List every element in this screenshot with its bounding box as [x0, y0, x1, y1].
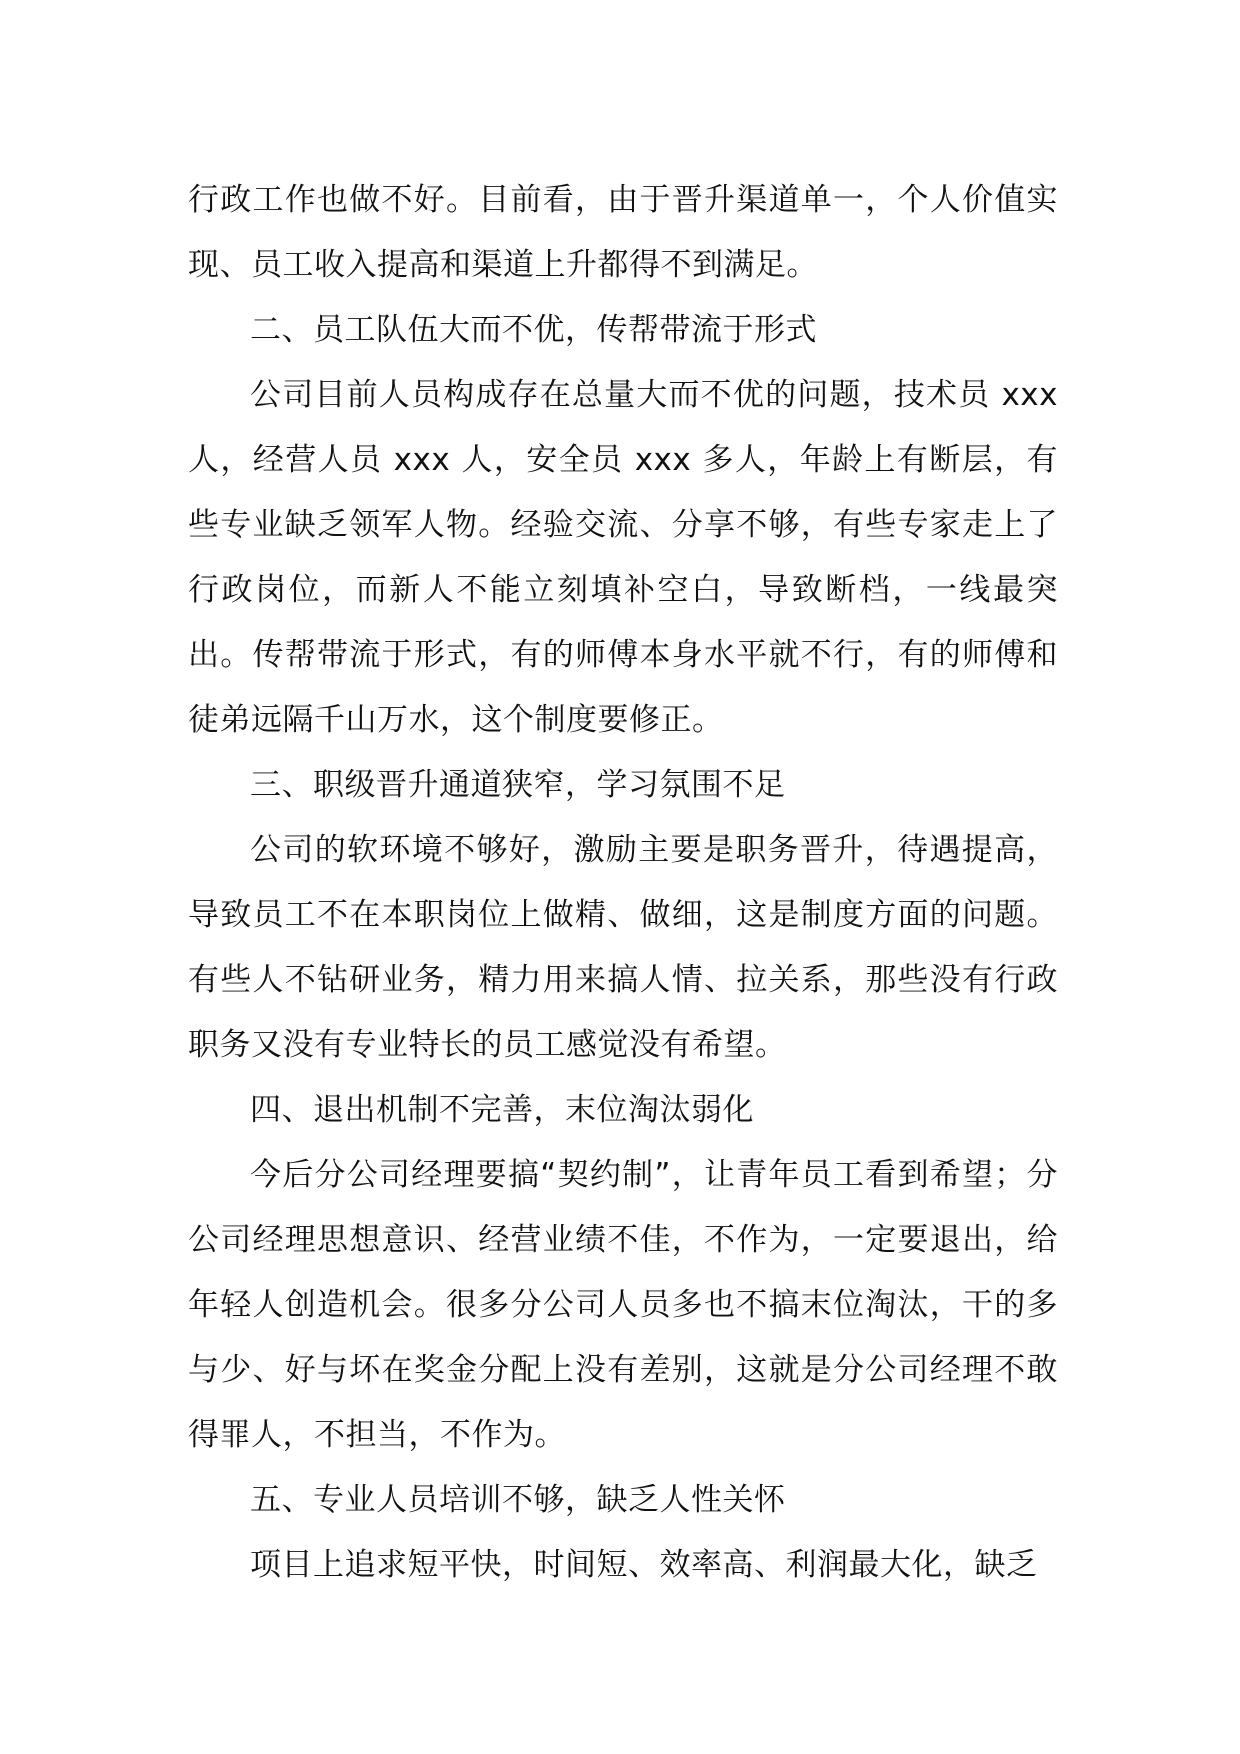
paragraph-section-5: 项目上追求短平快，时间短、效率高、利润最大化，缺乏 [250, 1547, 1038, 1583]
paragraph-section-2: 公司目前人员构成存在总量大而不优的问题，技术员 xxx 人，经营人员 xxx 人，安全员 xxx 多人，年龄上有断层，有些专业缺乏领军人物。经验交流、分享不够，有些专家走上了行政岗位，而新人不能立刻填补空白，导致断档，一线最突出。传帮带流于形式，有的师傅本身水平就不行，有的师傅和徒弟远隔千山万水，这个制度要修正。 [188, 377, 1058, 738]
paragraph-continuation: 行政工作也做不好。目前看，由于晋升渠道单一，个人价值实现、员工收入提高和渠道上升都得不到满足。 [188, 182, 1058, 283]
section-heading-2: 二、员工队伍大而不优，传帮带流于形式 [250, 312, 817, 348]
document-body [188, 168, 1058, 1598]
paragraph-section-3: 公司的软环境不够好，激励主要是职务晋升，待遇提高，导致员工不在本职岗位上做精、做细，这是制度方面的问题。有些人不钻研业务，精力用来搞人情、拉关系，那些没有行政职务又没有专业特长的员工感觉没有希望。 [188, 832, 1058, 1063]
paragraph-section-4: 今后分公司经理要搞“契约制”，让青年员工看到希望；分公司经理思想意识、经营业绩不佳，不作为，一定要退出，给年轻人创造机会。很多分公司人员多也不搞末位淘汰，干的多与少、好与坏在奖金分配上没有差别，这就是分公司经理不敢得罪人，不担当，不作为。 [188, 1157, 1058, 1453]
section-heading-5: 五、专业人员培训不够，缺乏人性关怀 [250, 1482, 786, 1518]
section-heading-4: 四、退出机制不完善，末位淘汰弱化 [250, 1092, 754, 1128]
section-heading-3: 三、职级晋升通道狭窄，学习氛围不足 [250, 767, 786, 803]
